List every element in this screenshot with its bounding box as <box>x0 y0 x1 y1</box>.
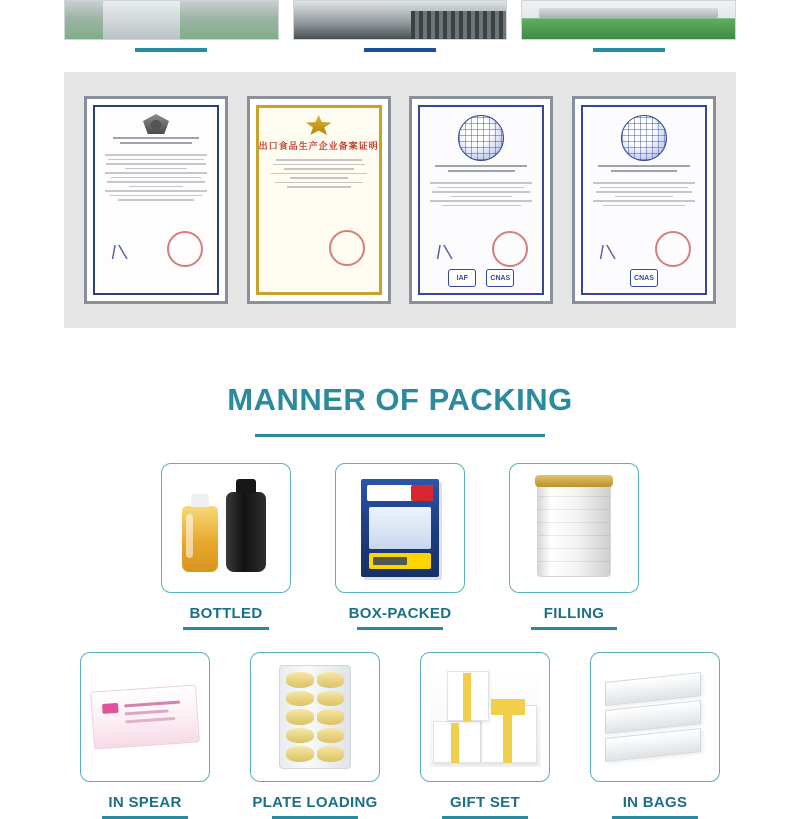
title-underline <box>255 434 545 437</box>
factory-photo-item[interactable] <box>64 0 279 58</box>
official-stamp <box>329 230 365 266</box>
packing-label: FILLING <box>543 605 605 622</box>
page-title: MANNER OF PACKING <box>227 382 573 417</box>
certificate-heading-cn: 出口食品生产企业备案证明 <box>258 141 379 151</box>
certificate-heading <box>95 137 217 144</box>
packing-section-header <box>0 382 800 437</box>
photo-underline <box>135 48 207 52</box>
packing-option-bottled[interactable] <box>161 463 291 630</box>
packing-row-1 <box>0 463 800 630</box>
cnas-badge: CNAS <box>630 269 658 287</box>
accreditation-badges <box>583 269 705 287</box>
certificate-text <box>259 152 379 195</box>
packing-label: GIFT SET <box>450 794 520 811</box>
tin-can-icon[interactable] <box>509 463 639 593</box>
iso-certificate-2[interactable] <box>572 96 716 304</box>
eagle-seal-icon <box>143 114 169 134</box>
packing-row-2 <box>0 652 800 819</box>
gold-emblem-icon <box>306 115 332 135</box>
label-underline <box>183 627 269 630</box>
export-food-production-record[interactable] <box>247 96 391 304</box>
black-bottle-icon <box>226 492 266 572</box>
fda-certificate[interactable] <box>84 96 228 304</box>
signature-mark <box>597 245 645 259</box>
globe-icon <box>621 115 667 161</box>
packing-label: PLATE LOADING <box>252 794 378 811</box>
packing-label: IN BAGS <box>622 794 688 811</box>
certificate-body <box>256 105 382 295</box>
paper-bags-icon[interactable] <box>590 652 720 782</box>
packing-option-in-spear[interactable] <box>80 652 210 819</box>
tablet-press-machine-photo[interactable] <box>293 0 508 40</box>
packing-option-gift-set[interactable] <box>420 652 550 819</box>
factory-photo-item[interactable] <box>521 0 736 58</box>
certificate-body <box>581 105 707 295</box>
packing-option-box-packed[interactable] <box>335 463 465 630</box>
label-underline <box>531 627 617 630</box>
factory-photo-strip <box>0 0 800 58</box>
label-underline <box>357 627 443 630</box>
certificates-panel <box>64 72 736 328</box>
official-stamp <box>167 231 203 267</box>
factory-photo-item[interactable] <box>293 0 508 58</box>
sachet-stick-icon[interactable] <box>80 652 210 782</box>
certificate-text <box>420 175 542 213</box>
packing-option-in-bags[interactable] <box>590 652 720 819</box>
iaf-badge: IAF <box>448 269 476 287</box>
signature-mark <box>434 245 482 259</box>
conveyor-line-photo[interactable] <box>521 0 736 40</box>
certificate-heading <box>583 165 705 172</box>
accreditation-badges <box>420 269 542 287</box>
certificate-body <box>93 105 219 295</box>
signature-mark <box>109 245 157 259</box>
official-stamp <box>655 231 691 267</box>
cnas-badge: CNAS <box>486 269 514 287</box>
blister-pack-icon[interactable] <box>250 652 380 782</box>
photo-underline <box>593 48 665 52</box>
gift-set-icon[interactable] <box>420 652 550 782</box>
packing-label: BOTTLED <box>189 605 263 622</box>
amber-bottle-icon <box>182 506 218 572</box>
packing-label: BOX-PACKED <box>348 605 452 622</box>
packing-label: IN SPEAR <box>108 794 182 811</box>
certificate-body <box>418 105 544 295</box>
globe-icon <box>458 115 504 161</box>
packing-option-plate-loading[interactable] <box>250 652 380 819</box>
ribbon-bow-icon <box>491 699 525 715</box>
bottles-icon[interactable] <box>161 463 291 593</box>
certificate-text <box>95 147 217 208</box>
certificate-text <box>583 175 705 213</box>
certificate-heading <box>420 165 542 172</box>
photo-underline <box>364 48 436 52</box>
packing-option-filling[interactable] <box>509 463 639 630</box>
iso-certificate-1[interactable] <box>409 96 553 304</box>
official-stamp <box>492 231 528 267</box>
capsule-filling-machine-photo[interactable] <box>64 0 279 40</box>
carton-box-icon[interactable] <box>335 463 465 593</box>
